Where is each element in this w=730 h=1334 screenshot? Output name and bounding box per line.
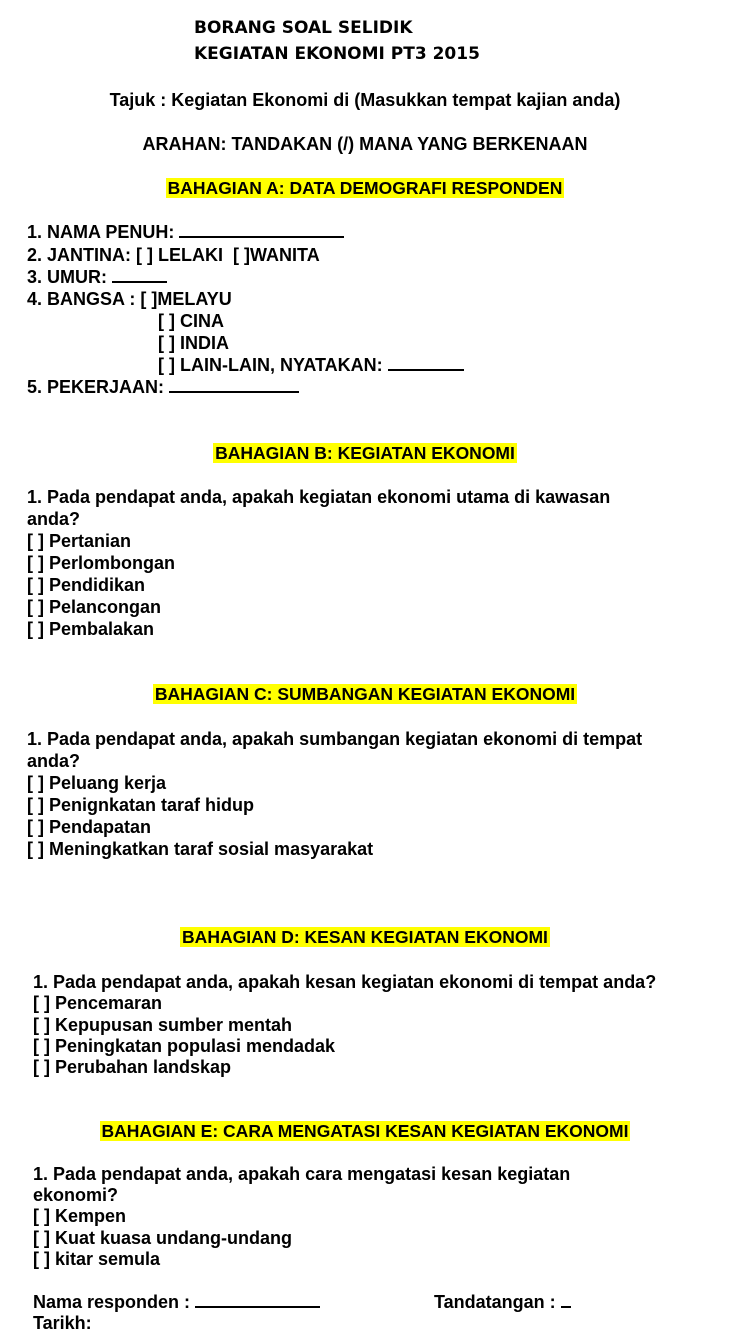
section-c-option[interactable]: [ ] Pendapatan bbox=[27, 817, 152, 837]
section-a-heading-row bbox=[0, 178, 730, 199]
nama-responden-row bbox=[33, 1292, 320, 1313]
nama-penuh-label: 1. NAMA PENUH: bbox=[27, 222, 175, 242]
section-d-option[interactable]: [ ] Peningkatan populasi mendadak bbox=[33, 1036, 336, 1056]
section-c-heading: BAHAGIAN C: SUMBANGAN KEGIATAN EKONOMI bbox=[154, 684, 576, 704]
section-b-option[interactable]: [ ] Perlombongan bbox=[27, 553, 175, 573]
section-b-heading-row bbox=[0, 443, 730, 464]
tajuk-line: Tajuk : Kegiatan Ekonomi di (Masukkan tempat kajian anda) bbox=[109, 90, 621, 110]
tarikh-label: Tarikh: bbox=[33, 1313, 92, 1333]
section-b-question: 1. Pada pendapat anda, apakah kegiatan ekonomi utama di kawasan bbox=[27, 487, 611, 507]
nama-penuh-field[interactable] bbox=[179, 222, 344, 238]
section-d-option[interactable]: [ ] Kepupusan sumber mentah bbox=[33, 1015, 293, 1035]
pekerjaan-row bbox=[27, 377, 299, 398]
jantina-label: 2. JANTINA: bbox=[27, 245, 132, 265]
section-e-question: 1. Pada pendapat anda, apakah cara mengatasi kesan kegiatan bbox=[33, 1164, 571, 1184]
section-d-question: 1. Pada pendapat anda, apakah kesan kegiatan ekonomi di tempat anda? bbox=[33, 972, 657, 992]
section-b-question-cont: anda? bbox=[27, 509, 81, 529]
section-b-option[interactable]: [ ] Pelancongan bbox=[27, 597, 162, 617]
section-d-heading-row bbox=[0, 927, 730, 948]
tandatangan-field[interactable] bbox=[561, 1292, 571, 1308]
nama-responden-field[interactable] bbox=[195, 1292, 320, 1308]
form-subtitle: KEGIATAN EKONOMI PT3 2015 bbox=[194, 44, 480, 64]
section-e-question-cont: ekonomi? bbox=[33, 1185, 119, 1205]
section-e-option[interactable]: [ ] Kempen bbox=[33, 1206, 127, 1226]
bangsa-row bbox=[27, 289, 232, 310]
section-b-option[interactable]: [ ] Pembalakan bbox=[27, 619, 155, 639]
section-c-question-cont: anda? bbox=[27, 751, 81, 771]
form-title: BORANG SOAL SELIDIK bbox=[194, 18, 413, 38]
bangsa-lain-field[interactable] bbox=[388, 355, 464, 371]
bangsa-melayu-option[interactable]: [ ]MELAYU bbox=[140, 289, 232, 309]
section-e-heading: BAHAGIAN E: CARA MENGATASI KESAN KEGIATAN EKONOMI bbox=[101, 1121, 629, 1141]
tandatangan-row bbox=[434, 1292, 571, 1313]
section-a-heading: BAHAGIAN A: DATA DEMOGRAFI RESPONDEN bbox=[167, 178, 563, 198]
bangsa-india-option[interactable]: [ ] INDIA bbox=[158, 333, 229, 353]
section-d-option[interactable]: [ ] Perubahan landskap bbox=[33, 1057, 232, 1077]
section-e-heading-row bbox=[0, 1121, 730, 1142]
section-b-option[interactable]: [ ] Pendidikan bbox=[27, 575, 146, 595]
jantina-lelaki-option[interactable]: [ ] LELAKI bbox=[136, 245, 224, 265]
bangsa-lain-row bbox=[158, 355, 464, 376]
section-d-heading: BAHAGIAN D: KESAN KEGIATAN EKONOMI bbox=[182, 927, 548, 947]
pekerjaan-label: 5. PEKERJAAN: bbox=[27, 377, 165, 397]
section-c-option[interactable]: [ ] Peluang kerja bbox=[27, 773, 167, 793]
section-e-option[interactable]: [ ] Kuat kuasa undang-undang bbox=[33, 1228, 292, 1248]
umur-field[interactable] bbox=[112, 267, 167, 283]
bangsa-cina-option[interactable]: [ ] CINA bbox=[158, 311, 224, 331]
pekerjaan-field[interactable] bbox=[169, 377, 299, 393]
umur-label: 3. UMUR: bbox=[27, 267, 107, 287]
bangsa-label: 4. BANGSA : bbox=[27, 289, 136, 309]
section-c-heading-row bbox=[0, 684, 730, 705]
section-b-option[interactable]: [ ] Pertanian bbox=[27, 531, 132, 551]
section-c-option[interactable]: [ ] Meningkatkan taraf sosial masyarakat bbox=[27, 839, 374, 859]
section-b-heading: BAHAGIAN B: KEGIATAN EKONOMI bbox=[215, 443, 515, 463]
tandatangan-label: Tandatangan : bbox=[434, 1292, 556, 1312]
nama-penuh-row bbox=[27, 222, 344, 243]
section-c-option[interactable]: [ ] Penignkatan taraf hidup bbox=[27, 795, 255, 815]
section-d-option[interactable]: [ ] Pencemaran bbox=[33, 993, 163, 1013]
bangsa-lain-option[interactable]: [ ] LAIN-LAIN, NYATAKAN: bbox=[158, 355, 383, 375]
section-c-question: 1. Pada pendapat anda, apakah sumbangan kegiatan ekonomi di tempat bbox=[27, 729, 643, 749]
umur-row bbox=[27, 267, 167, 288]
jantina-row bbox=[27, 245, 320, 266]
section-e-option[interactable]: [ ] kitar semula bbox=[33, 1249, 161, 1269]
nama-responden-label: Nama responden : bbox=[33, 1292, 191, 1312]
arahan-line: ARAHAN: TANDAKAN (/) MANA YANG BERKENAAN bbox=[142, 134, 588, 154]
jantina-wanita-option[interactable]: [ ]WANITA bbox=[233, 245, 320, 265]
